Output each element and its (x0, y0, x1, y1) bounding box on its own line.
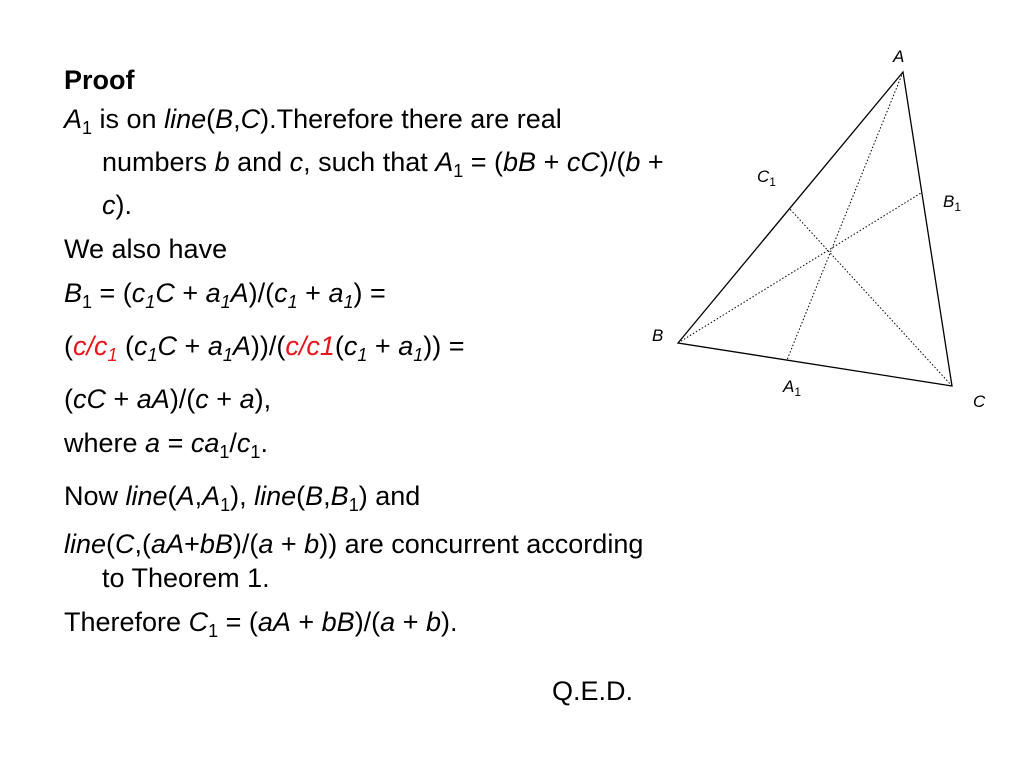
proof-line-9: Therefore $C_1 = (aA + bB)/(a + b)$. (64, 607, 458, 641)
label-c1: $C_1$ (757, 167, 776, 189)
label-b1: $B_1$ (943, 192, 962, 214)
qed-mark: Q.E.D. (552, 676, 634, 706)
proof-line-1: $A_1$ is on line(B,C).Therefore there are real numbers b and c, such that $A_1 = (bB + cC)/(b + c)$. (64, 104, 664, 220)
proof-line-4: ($c/c_1$ $(c_1C + a_1A))/(c/c1(c_1 + a_1))$ = (64, 331, 465, 365)
triangle-abc (678, 72, 952, 386)
proof-line-6: where $a = ca_1/c_1$. (64, 428, 268, 462)
proof-line-8: line(C,(aA+bB)/(a + b)) are concurrent according to Theorem 1. (64, 529, 644, 593)
cevian-c-c1 (789, 208, 952, 386)
cevian-a-a1 (787, 72, 903, 360)
proof-line-2: We also have (64, 234, 228, 264)
proof-heading: Proof (64, 65, 135, 95)
proof-line-7: Now $line(A,A_1)$, $line(B,B_1)$ and (64, 481, 421, 515)
label-a: A (893, 47, 905, 66)
proof-line-3: $B_1 = (c_1C + a_1A)/(c_1 + a_1)$ = (64, 278, 386, 312)
cevian-b-b1 (678, 193, 921, 343)
label-c: C (973, 392, 986, 411)
label-b: B (652, 326, 664, 345)
label-a1: $A_1$ (783, 377, 802, 399)
proof-line-5: (cC + aA)/(c + a), (64, 384, 272, 414)
